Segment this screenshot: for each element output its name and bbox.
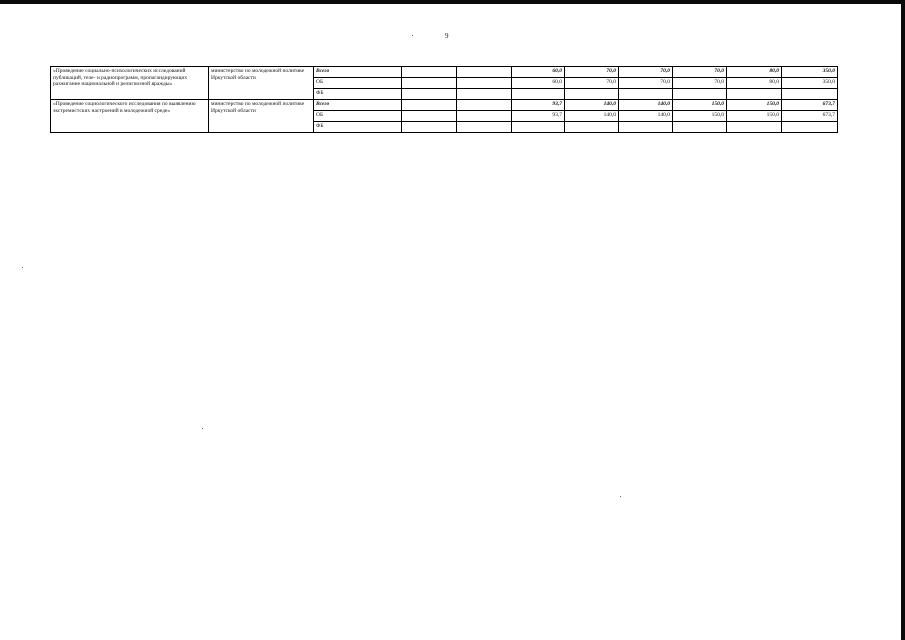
value-cell: 140,0 [619, 111, 673, 122]
table-row [51, 67, 838, 78]
page-number: 9 [445, 32, 449, 40]
value-cell [565, 89, 619, 100]
scan-speck [22, 267, 23, 268]
responsible-org: министерство по молодежной политике Иркутской области [209, 67, 314, 100]
value-cell: 93,7 [512, 111, 565, 122]
value-cell: 150,0 [727, 111, 782, 122]
value-cell: 140,0 [565, 111, 619, 122]
empty-cell [457, 122, 512, 133]
measure-name: «Проведение социально-психологических исследований публикаций, теле- и радиопрограмм, пропагандирующих разжигание национальной и религиозной вражды» [51, 67, 209, 100]
value-cell: 150,0 [727, 100, 782, 111]
empty-cell [402, 122, 457, 133]
value-cell [565, 122, 619, 133]
value-cell [673, 122, 727, 133]
funding-label: ОБ [314, 78, 402, 89]
empty-cell [402, 111, 457, 122]
funding-label: ФБ [314, 122, 402, 133]
budget-table [50, 66, 838, 133]
empty-cell [402, 100, 457, 111]
value-cell [782, 89, 838, 100]
value-cell [512, 122, 565, 133]
table-row [51, 100, 838, 111]
value-cell [619, 89, 673, 100]
value-cell: 350,0 [782, 67, 838, 78]
value-cell: 150,0 [673, 100, 727, 111]
value-cell: 350,0 [782, 78, 838, 89]
empty-cell [457, 67, 512, 78]
value-cell: 70,0 [565, 67, 619, 78]
value-cell: 70,0 [673, 78, 727, 89]
value-cell: 60,0 [512, 78, 565, 89]
value-cell: 70,0 [565, 78, 619, 89]
value-cell [619, 122, 673, 133]
value-cell: 60,0 [512, 67, 565, 78]
value-cell: 140,0 [619, 100, 673, 111]
value-cell: 150,0 [673, 111, 727, 122]
scan-border-right [901, 0, 905, 640]
value-cell: 80,0 [727, 67, 782, 78]
value-cell [673, 89, 727, 100]
value-cell [727, 122, 782, 133]
empty-cell [457, 111, 512, 122]
empty-cell [402, 89, 457, 100]
value-cell: 80,0 [727, 78, 782, 89]
value-cell: 673,7 [782, 111, 838, 122]
measure-name: «Проведение социологического исследования по выявлению экстремистских настроений в молодежной среде» [51, 100, 209, 133]
funding-label: ОБ [314, 111, 402, 122]
scan-speck [412, 35, 413, 36]
value-cell: 93,7 [512, 100, 565, 111]
empty-cell [457, 78, 512, 89]
scan-speck [620, 496, 621, 497]
value-cell: 70,0 [673, 67, 727, 78]
empty-cell [457, 89, 512, 100]
value-cell [512, 89, 565, 100]
scan-speck [202, 428, 203, 429]
funding-label: Всего [314, 67, 402, 78]
value-cell [727, 89, 782, 100]
empty-cell [457, 100, 512, 111]
empty-cell [402, 78, 457, 89]
value-cell: 673,7 [782, 100, 838, 111]
responsible-org: министерство по молодежной политике Иркутской области [209, 100, 314, 133]
value-cell: 140,0 [565, 100, 619, 111]
funding-label: ФБ [314, 89, 402, 100]
scan-border-top [0, 0, 905, 4]
empty-cell [402, 67, 457, 78]
value-cell: 70,0 [619, 78, 673, 89]
value-cell: 70,0 [619, 67, 673, 78]
funding-label: Всего [314, 100, 402, 111]
value-cell [782, 122, 838, 133]
